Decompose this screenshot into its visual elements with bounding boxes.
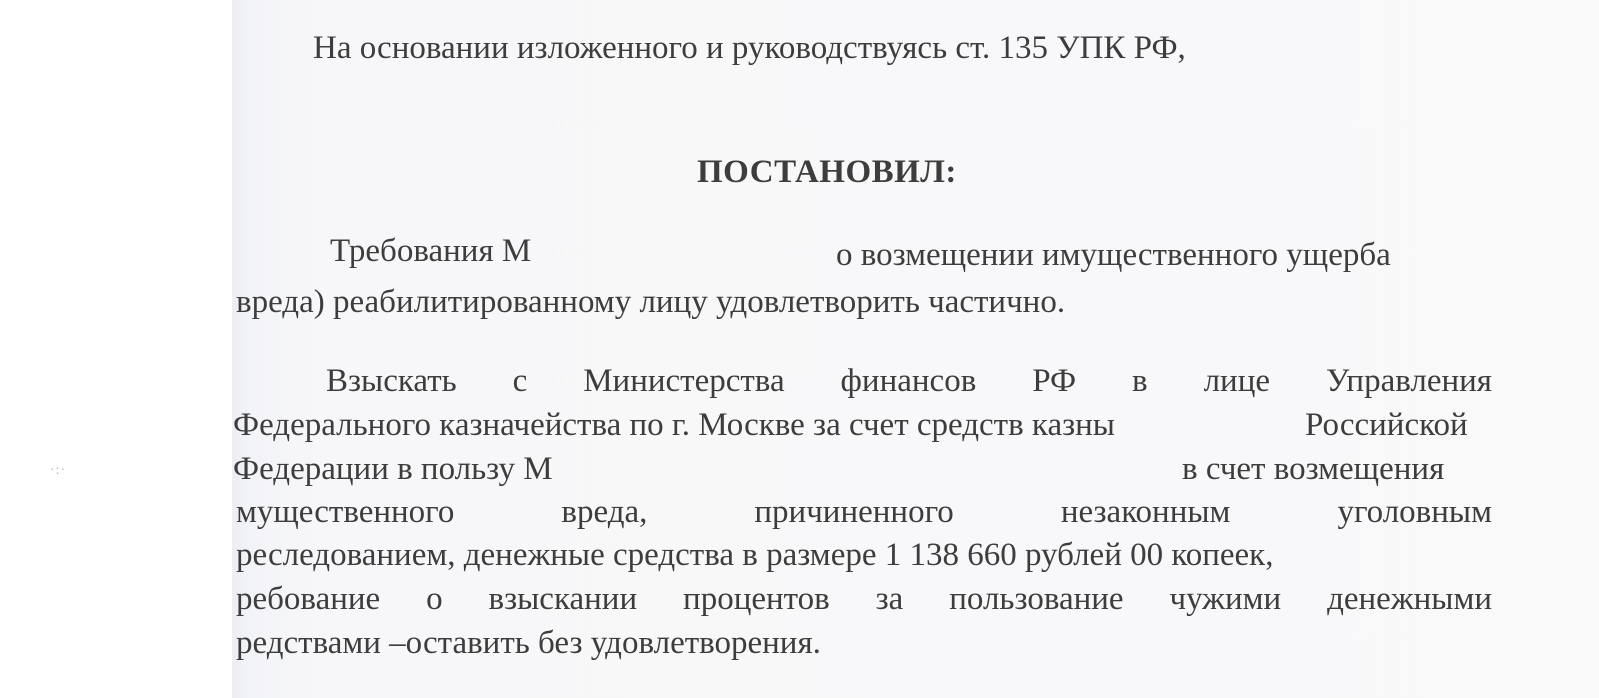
word: пользование bbox=[949, 581, 1124, 617]
word: Министерства bbox=[583, 363, 785, 399]
para2-line3-start: Федерации в пользу М bbox=[233, 451, 553, 487]
word: Управления bbox=[1325, 363, 1492, 399]
word: о bbox=[426, 581, 443, 617]
word: вреда, bbox=[561, 494, 648, 530]
word: Взыскать bbox=[326, 363, 457, 399]
word: причиненного bbox=[754, 494, 954, 530]
para2-line5: реследованием, денежные средства в размере 1 138 660 рублей 00 копеек, bbox=[236, 537, 1274, 573]
word: процентов bbox=[683, 581, 830, 617]
para1-line1-start: Требования М bbox=[330, 233, 532, 269]
intro-line: На основании изложенного и руководствуясь ст. 135 УПК РФ, bbox=[313, 30, 1186, 66]
para2-line2-end: Российской bbox=[1305, 407, 1468, 443]
scan-artifact: ·:· bbox=[50, 463, 67, 478]
para1-line2: вреда) реабилитированному лицу удовлетворить частично. bbox=[236, 284, 1066, 320]
word: финансов bbox=[840, 363, 977, 399]
word: чужими bbox=[1169, 581, 1282, 617]
word: РФ bbox=[1032, 363, 1077, 399]
para2-line6 bbox=[236, 580, 1492, 618]
word: мущественного bbox=[236, 494, 455, 530]
word: за bbox=[875, 581, 904, 617]
para2-line1 bbox=[326, 362, 1492, 400]
word: взыскании bbox=[488, 581, 638, 617]
word: денежными bbox=[1327, 581, 1492, 617]
word: ребование bbox=[236, 581, 381, 617]
word: уголовным bbox=[1337, 494, 1492, 530]
para1-line1-end: о возмещении имущественного ущерба bbox=[836, 237, 1391, 273]
para2-line4 bbox=[236, 493, 1492, 531]
page-margin bbox=[0, 0, 232, 698]
para2-line7: редствами –оставить без удовлетворения. bbox=[236, 625, 821, 661]
word: незаконным bbox=[1060, 494, 1231, 530]
para2-line3-end: в счет возмещения bbox=[1182, 451, 1445, 487]
decision-heading: ПОСТАНОВИЛ: bbox=[697, 154, 957, 190]
word: с bbox=[512, 363, 528, 399]
word: в bbox=[1132, 363, 1148, 399]
word: лице bbox=[1203, 363, 1271, 399]
para2-line2-start: Федерального казначейства по г. Москве за счет средств казны bbox=[233, 407, 1115, 443]
